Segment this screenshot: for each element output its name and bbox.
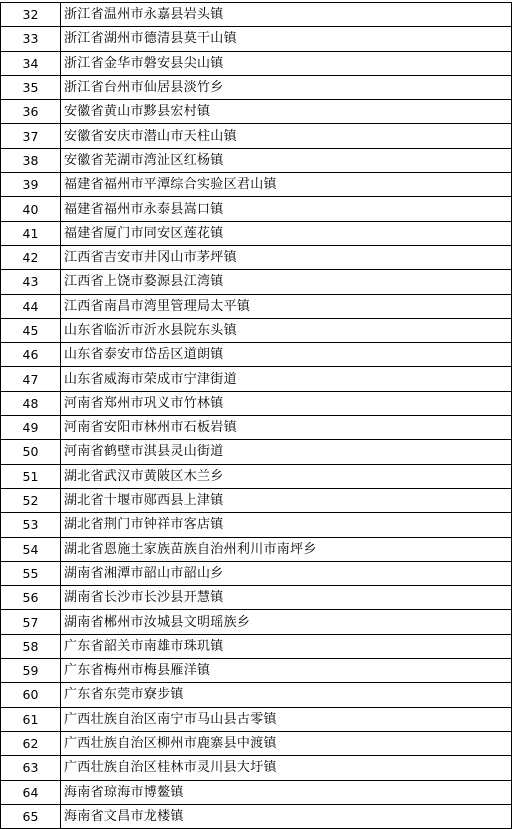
- table-row: [1, 294, 512, 318]
- table-row: [1, 100, 512, 124]
- town-name-cell: 河南省郑州市巩义市竹林镇: [61, 391, 512, 415]
- row-number-cell: 51: [1, 464, 61, 488]
- table-row: [1, 148, 512, 172]
- table-row: [1, 659, 512, 683]
- table-row: [1, 488, 512, 512]
- table-row: [1, 75, 512, 99]
- town-name-cell: 江西省吉安市井冈山市茅坪镇: [61, 245, 512, 269]
- table-row: [1, 537, 512, 561]
- table-row: [1, 197, 512, 221]
- row-number-cell: 54: [1, 537, 61, 561]
- table-row: [1, 610, 512, 634]
- table-row: [1, 561, 512, 585]
- town-name-cell: 江西省南昌市湾里管理局太平镇: [61, 294, 512, 318]
- town-name-cell: 湖南省湘潭市韶山市韶山乡: [61, 561, 512, 585]
- row-number-cell: 32: [1, 3, 61, 27]
- table-row: [1, 173, 512, 197]
- town-name-cell: 福建省厦门市同安区莲花镇: [61, 221, 512, 245]
- town-name-cell: 广西壮族自治区南宁市马山县古零镇: [61, 707, 512, 731]
- table-row: [1, 513, 512, 537]
- table-row: [1, 804, 512, 828]
- row-number-cell: 59: [1, 659, 61, 683]
- town-name-cell: 安徽省黄山市黟县宏村镇: [61, 100, 512, 124]
- table-row: [1, 586, 512, 610]
- row-number-cell: 46: [1, 343, 61, 367]
- town-name-cell: 山东省泰安市岱岳区道朗镇: [61, 343, 512, 367]
- row-number-cell: 35: [1, 75, 61, 99]
- town-name-cell: 湖南省长沙市长沙县开慧镇: [61, 586, 512, 610]
- town-name-cell: 河南省鹤壁市淇县灵山街道: [61, 440, 512, 464]
- table-row: [1, 27, 512, 51]
- town-name-cell: 江西省上饶市婺源县江湾镇: [61, 270, 512, 294]
- row-number-cell: 36: [1, 100, 61, 124]
- town-name-cell: 山东省威海市荣成市宁津街道: [61, 367, 512, 391]
- town-name-cell: 福建省福州市永泰县嵩口镇: [61, 197, 512, 221]
- row-number-cell: 56: [1, 586, 61, 610]
- town-name-cell: 安徽省安庆市潜山市天柱山镇: [61, 124, 512, 148]
- town-name-cell: 浙江省湖州市德清县莫干山镇: [61, 27, 512, 51]
- town-name-cell: 广东省梅州市梅县雁洋镇: [61, 659, 512, 683]
- town-name-cell: 湖北省十堰市郧西县上津镇: [61, 488, 512, 512]
- row-number-cell: 58: [1, 634, 61, 658]
- row-number-cell: 42: [1, 245, 61, 269]
- town-name-cell: 海南省琼海市博鳌镇: [61, 780, 512, 804]
- town-name-cell: 福建省福州市平潭综合实验区君山镇: [61, 173, 512, 197]
- table-row: [1, 343, 512, 367]
- table-row: [1, 731, 512, 755]
- table-row: [1, 124, 512, 148]
- town-name-cell: 湖北省荆门市钟祥市客店镇: [61, 513, 512, 537]
- row-number-cell: 50: [1, 440, 61, 464]
- town-name-cell: 湖北省武汉市黄陂区木兰乡: [61, 464, 512, 488]
- row-number-cell: 65: [1, 804, 61, 828]
- table-row: [1, 391, 512, 415]
- town-name-cell: 广西壮族自治区桂林市灵川县大圩镇: [61, 756, 512, 780]
- row-number-cell: 43: [1, 270, 61, 294]
- table-row: [1, 367, 512, 391]
- row-number-cell: 52: [1, 488, 61, 512]
- row-number-cell: 63: [1, 756, 61, 780]
- table-row: [1, 51, 512, 75]
- row-number-cell: 62: [1, 731, 61, 755]
- table-row: [1, 464, 512, 488]
- row-number-cell: 41: [1, 221, 61, 245]
- table-row: [1, 270, 512, 294]
- row-number-cell: 57: [1, 610, 61, 634]
- row-number-cell: 39: [1, 173, 61, 197]
- town-name-cell: 海南省文昌市龙楼镇: [61, 804, 512, 828]
- table-row: [1, 707, 512, 731]
- row-number-cell: 48: [1, 391, 61, 415]
- row-number-cell: 33: [1, 27, 61, 51]
- town-name-cell: 浙江省金华市磐安县尖山镇: [61, 51, 512, 75]
- row-number-cell: 37: [1, 124, 61, 148]
- row-number-cell: 47: [1, 367, 61, 391]
- table-row: [1, 634, 512, 658]
- row-number-cell: 60: [1, 683, 61, 707]
- town-name-cell: 广西壮族自治区柳州市鹿寨县中渡镇: [61, 731, 512, 755]
- town-name-cell: 山东省临沂市沂水县院东头镇: [61, 318, 512, 342]
- town-name-cell: 湖北省恩施土家族苗族自治州利川市南坪乡: [61, 537, 512, 561]
- town-name-cell: 广东省韶关市南雄市珠玑镇: [61, 634, 512, 658]
- town-name-cell: 广东省东莞市寮步镇: [61, 683, 512, 707]
- town-list-body: [1, 3, 512, 829]
- town-name-cell: 湖南省郴州市汝城县文明瑶族乡: [61, 610, 512, 634]
- table-row: [1, 780, 512, 804]
- town-name-cell: 浙江省台州市仙居县淡竹乡: [61, 75, 512, 99]
- town-list-table: [0, 2, 512, 829]
- table-row: [1, 440, 512, 464]
- row-number-cell: 55: [1, 561, 61, 585]
- row-number-cell: 49: [1, 416, 61, 440]
- table-row: [1, 683, 512, 707]
- town-list-table-container: [0, 2, 511, 829]
- town-name-cell: 安徽省芜湖市湾沚区红杨镇: [61, 148, 512, 172]
- town-name-cell: 浙江省温州市永嘉县岩头镇: [61, 3, 512, 27]
- row-number-cell: 64: [1, 780, 61, 804]
- table-row: [1, 756, 512, 780]
- row-number-cell: 45: [1, 318, 61, 342]
- row-number-cell: 53: [1, 513, 61, 537]
- table-row: [1, 416, 512, 440]
- table-row: [1, 245, 512, 269]
- table-row: [1, 221, 512, 245]
- row-number-cell: 61: [1, 707, 61, 731]
- row-number-cell: 34: [1, 51, 61, 75]
- row-number-cell: 40: [1, 197, 61, 221]
- table-row: [1, 3, 512, 27]
- row-number-cell: 44: [1, 294, 61, 318]
- table-row: [1, 318, 512, 342]
- town-name-cell: 河南省安阳市林州市石板岩镇: [61, 416, 512, 440]
- row-number-cell: 38: [1, 148, 61, 172]
